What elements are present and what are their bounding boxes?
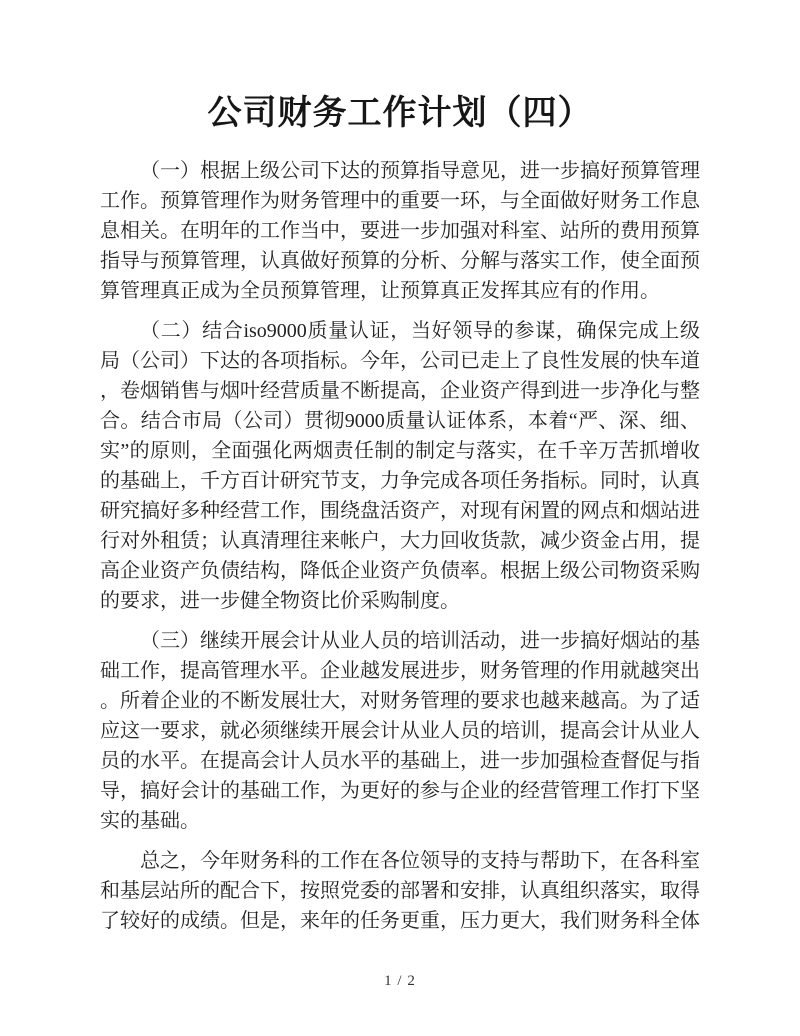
paragraph-1: （一）根据上级公司下达的预算指导意见，进一步搞好预算管理工作。预算管理作为财务管理中的重要一环，与全面做好财务工作息息相关。在明年的工作当中，要进一步加强对科室、站所的费用预算指导与预算管理，认真做好预算的分析、分解与落实工作，使全面预算管理真正成为全员预算管理，让预算真正发挥其应有的作用。 [100,160,700,302]
paragraph-4: 总之，今年财务科的工作在各位领导的支持与帮助下，在各科室和基层站所的配合下，按照党委的部署和安排，认真组织落实，取得了较好的成绩。但是，来年的任务更重，压力更大，我们财务科全体 [100,850,700,932]
document-title: 公司财务工作计划（四） [207,95,593,132]
paragraph-2: （二）结合iso9000质量认证，当好领导的参谋，确保完成上级局（公司）下达的各项指标。今年，公司已走上了良性发展的快车道，卷烟销售与烟叶经营质量不断提高，企业资产得到进一步净化与整合。结合市局（公司）贯彻9000质量认证体系，本着“严、深、细、实”的原则，全面强化两烟责任制的制定与落实，在千辛万苦抓增收的基础上，千方百计研究节支，力争完成各项任务指标。同时，认真研究搞好多种经营工作，围绕盘活资产，对现有闲置的网点和烟站进行对外租赁；认真清理往来帐户，大力回收货款，减少资金占用，提高企业资产负债结构，降低企业资产负债率。根据上级公司物资采购的要求，进一步健全物资比价采购制度。 [100,320,700,612]
paragraph-3: （三）继续开展会计从业人员的培训活动，进一步搞好烟站的基础工作，提高管理水平。企业越发展进步，财务管理的作用就越突出。所着企业的不断发展壮大，对财务管理的要求也越来越高。为了适应这一要求，就必须继续开展会计从业人员的培训，提高会计从业人员的水平。在提高会计人员水平的基础上，进一步加强检查督促与指导，搞好会计的基础工作，为更好的参与企业的经营管理工作打下坚实的基础。 [100,630,700,832]
page-number: 1 / 2 [384,973,416,989]
document-body [100,156,700,936]
